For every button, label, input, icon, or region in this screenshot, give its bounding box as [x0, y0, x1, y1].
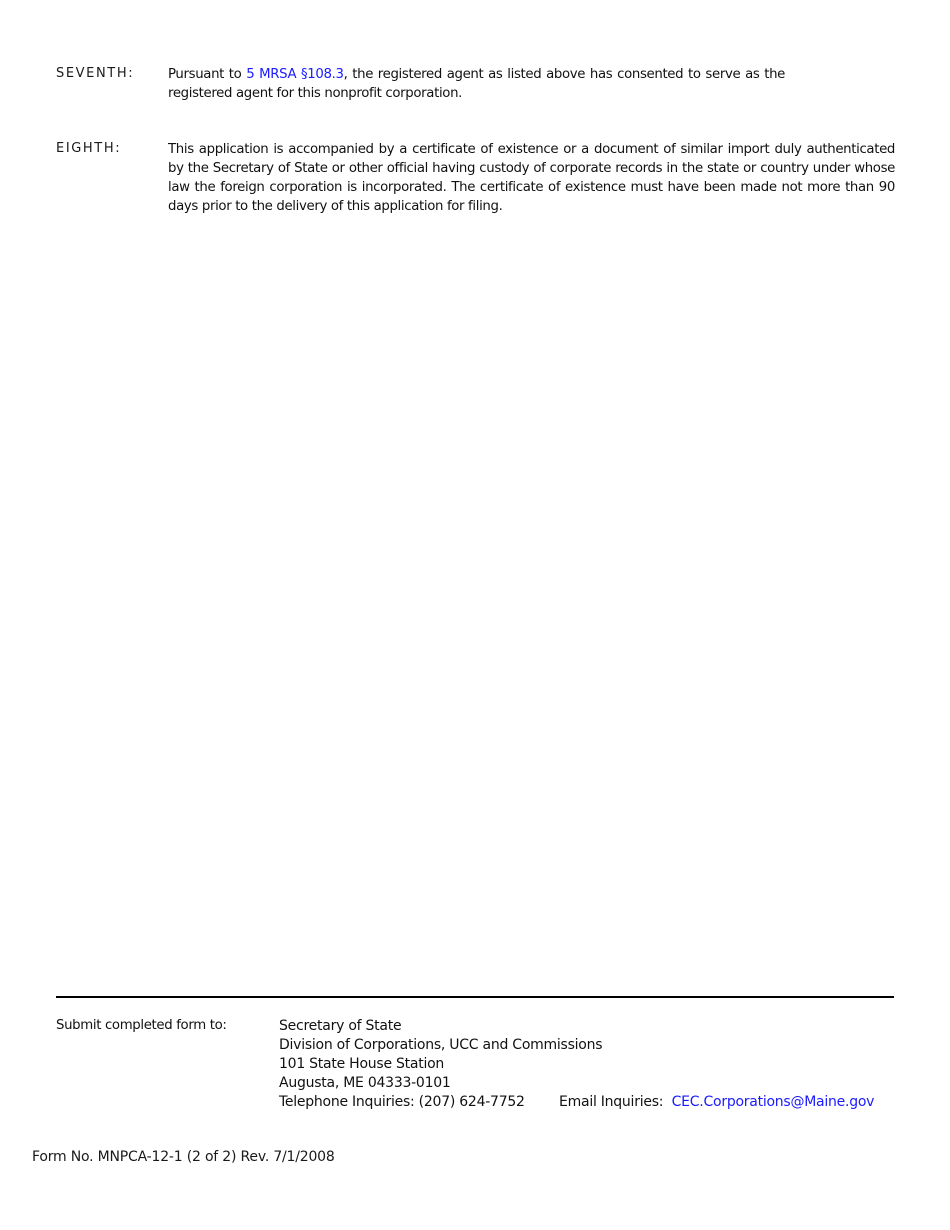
- seventh-section-label: SEVENTH:: [56, 66, 135, 81]
- address-line: Augusta, ME 04333-0101: [279, 1075, 451, 1091]
- footer-divider: [56, 996, 894, 998]
- submit-label: Submit completed form to:: [56, 1018, 227, 1033]
- eighth-section-label: EIGHTH:: [56, 141, 122, 156]
- contact-row: [279, 1093, 875, 1112]
- address-line: 101 State House Station: [279, 1056, 445, 1072]
- email-link[interactable]: CEC.Corporations@Maine.gov: [671, 1094, 875, 1110]
- phone-inquiries: Telephone Inquiries: (207) 624-7752: [279, 1094, 525, 1110]
- mailing-address: [279, 1017, 875, 1112]
- address-line: Division of Corporations, UCC and Commissions: [279, 1037, 603, 1053]
- form-number: Form No. MNPCA-12-1 (2 of 2) Rev. 7/1/2008: [32, 1149, 335, 1165]
- seventh-text-intro: Pursuant to: [168, 67, 247, 82]
- seventh-text-rest: , the registered agent as listed above has consented to serve as the registered agent for this nonprofit corporation.: [168, 67, 785, 101]
- seventh-section-text: [168, 65, 785, 103]
- email-inquiries: [559, 1093, 874, 1112]
- statute-link[interactable]: 5 MRSA §108.3: [246, 67, 344, 82]
- address-line: Secretary of State: [279, 1018, 402, 1034]
- email-label: Email Inquiries:: [559, 1094, 664, 1110]
- eighth-section-text: This application is accompanied by a certificate of existence or a document of similar import duly authenticated by the Secretary of State or other official having custody of corporate records in the state or country under whose law the foreign corporation is incorporated. The certificate of existence must have been made not more than 90 days prior to the delivery of this application for filing.: [168, 142, 895, 214]
